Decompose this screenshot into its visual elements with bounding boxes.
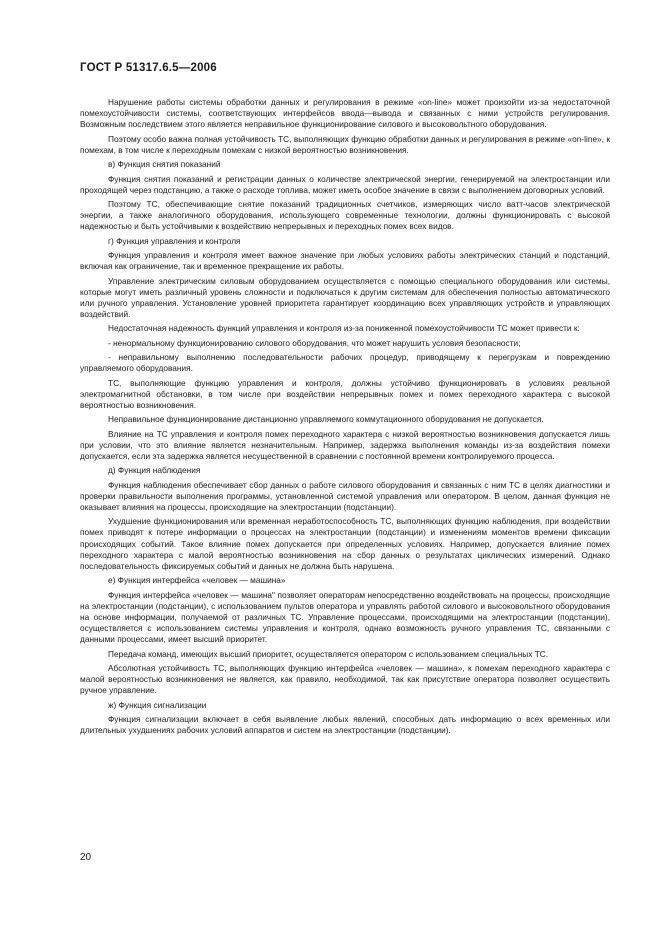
paragraph: Ухудшение функционирования или временная неработоспособность ТС, выполняющих функцию наблюдения, при воздействии помех приводят к потере информации о процессах на электростанции (подстанции) и изменениям моментов времени фиксации происходящих событий. Такое влияние помех допускается при определенных условиях. Например, допускается влияние помех переходного характера с малой вероятностью возникновения на сбор данных о результатах циклических измерений. Однако последовательность фиксируемых событий и данных не должна быть нарушена.: [80, 516, 610, 572]
section-heading: е) Функция интерфейса «человек — машина»: [108, 575, 286, 586]
paragraph: Передача команд, имеющих высший приоритет, осуществляется оператором с использованием специальных ТС.: [108, 648, 549, 659]
paragraph: Поэтому особо важна полная устойчивость ТС, выполняющих функцию обработки данных и регулирования в режиме «on-line», к помехам, в том числе к переходным помехам с низкой вероятностью возникновения.: [80, 133, 610, 155]
section-heading: г) Функция управления и контроля: [108, 235, 241, 246]
section-heading: в) Функция снятия показаний: [108, 159, 221, 170]
paragraph: Абсолютная устойчивость ТС, выполняющих функцию интерфейса «человек — машина», к помехам переходного характера с малой вероятностью возникновения не является, как правило, необходимой, так как присутствие оператора позволяет осуществить ручное управление.: [80, 663, 610, 696]
list-item: - неправильному выполнению последовательности рабочих процедур, приводящему к перегрузкам и повреждению управляемого оборудования.: [80, 352, 610, 374]
paragraph: Управление электрическим силовым оборудованием осуществляется с помощью специального оборудования или системы, которые могут иметь различный уровень сложности и подключаться к другим системам для обеспечения полностью автоматического или ручного управления. Установление уровней приоритета гарантирует координацию всех управляющих устройств и управляющих воздействий.: [80, 275, 610, 320]
paragraph: Недостаточная надежность функций управления и контроля из-за пониженной помехоустойчивости ТС может привести к:: [108, 323, 580, 334]
document-body: [80, 97, 610, 740]
page-number: 20: [80, 852, 92, 863]
paragraph: Нарушение работы системы обработки данных и регулирования в режиме «on-line» может произойти из-за недостаточной помехоустойчивости системы, соответствующих интерфейсов ввода—вывода и связанных с ними устройств регулирования. Возможным последствием этого является неправильное функционирование силового и высоковольтного оборудования.: [80, 97, 610, 130]
section-heading: д) Функция наблюдения: [108, 465, 201, 476]
paragraph: Влияние на ТС управления и контроля помех переходного характера с низкой вероятностью возникновения допускается лишь при условии, что это влияние является незначительным. Например, задержка выполнения команды из-за воздействия помехи допускается, если эта задержка является несущественной в сравнении с постоянной времени контролируемого процесса.: [80, 428, 610, 461]
paragraph: ТС, выполняющие функцию управления и контроля, должны устойчиво функционировать в условиях реальной электромагнитной обстановки, в том числе при воздействии непрерывных помех и помех переходного характера с высокой вероятностью возникновения.: [80, 377, 610, 410]
paragraph: Функция управления и контроля имеет важное значение при любых условиях работы электрических станций и подстанций, включая как ограничение, так и временное прекращение их работы.: [80, 250, 610, 272]
list-item: - ненормальному функционированию силового оборудования, что может нарушить условия безопасности;: [108, 337, 521, 348]
paragraph: Функция интерфейса «человек — машина" позволяет операторам непосредственно воздействовать на процессы, происходящие на электростанции (подстанции), с использованием пультов оператора и управлять работой силового и высоковольтного оборудования на основе информации, получаемой от различных ТС. Управление процессами, происходящими на электростанции (подстанции), осуществляется с использованием системы управления и контроля, однако возможность ручного управления ТС, связанными с данными процессами, имеет высший приоритет.: [80, 589, 610, 645]
paragraph: Поэтому ТС, обеспечивающие снятие показаний традиционных счетчиков, измеряющих число ватт-часов электрической энергии, а также аналогичного оборудования, использующего современные технологии, должны функционировать с высокой надежностью и быть устойчивыми к воздействию непрерывных и переходных помех всех видов.: [80, 199, 610, 232]
paragraph: Функция снятия показаний и регистрации данных о количестве электрической энергии, генерируемой на электростанции или проходящей через подстанцию, а также о расходе топлива, может иметь особое значение в связи с выполнением договорных условий.: [80, 173, 610, 195]
paragraph: Функция сигнализации включает в себя выявление любых явлений, способных дать информацию о всех временных или длительных ухудшениях рабочих условий аппаратов и систем на электростанции (подстанции).: [80, 714, 610, 736]
document-header: ГОСТ Р 51317.6.5—2006: [80, 62, 217, 74]
paragraph: Функция наблюдения обеспечивает сбор данных о работе силового оборудования и связанных с ним ТС в целях диагностики и проверки правильности выполнения программы, установленной системой управления или оператором. В целом, данная функция не оказывает влияния на процессы, происходящие на электростанции (подстанции).: [80, 479, 610, 512]
section-heading: ж) Функция сигнализации: [108, 699, 207, 710]
paragraph: Неправильное функционирование дистанционно управляемого коммутационного оборудования не допускается.: [108, 414, 544, 425]
